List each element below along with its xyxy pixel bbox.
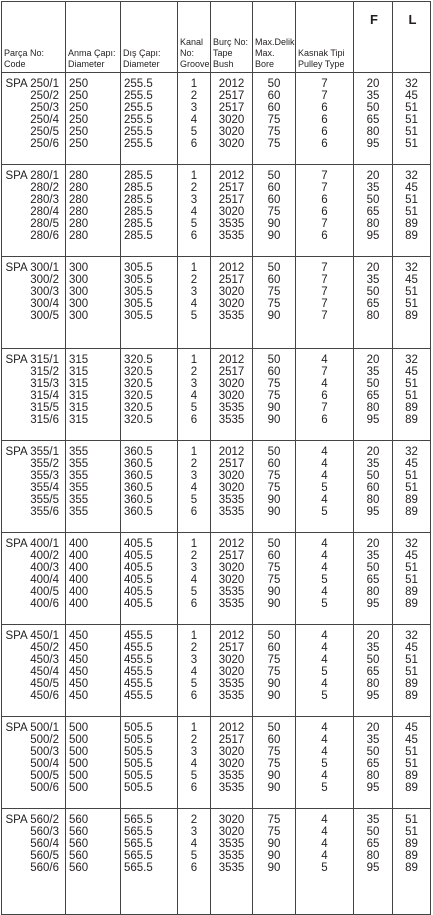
- bush-cell: 2012 2517 3020 3020 3535 3535: [211, 441, 253, 533]
- groove-cell: 1 2 3 4 5 6: [178, 165, 211, 257]
- diameter-cell: 450 450 450 450 450 450: [66, 625, 121, 717]
- table-row-group: [2, 441, 431, 533]
- f-cell: 20 35 50 65 80: [354, 257, 393, 349]
- pulley-type-cell: 4 7 4 6 7 6: [296, 349, 354, 441]
- l-cell: 32 45 51 51 89: [393, 257, 431, 349]
- bush-cell: 3020 3020 3535 3535 3535: [211, 809, 253, 915]
- l-cell: 32 45 51 51 51 51: [393, 73, 431, 165]
- groove-cell: 1 2 3 4 5 6: [178, 625, 211, 717]
- code-cell: SPA 400/1 400/2 400/3 400/4 400/5 400/6: [2, 533, 66, 625]
- bore-cell: 50 60 75 75 90 90: [253, 349, 296, 441]
- groove-cell: 1 2 3 4 5 6: [178, 73, 211, 165]
- outer-diameter-cell: 305.5 305.5 305.5 305.5 305.5: [121, 257, 178, 349]
- header-diameter: Anma Çapı: Diameter: [66, 2, 121, 73]
- l-cell: 32 45 51 51 89 89: [393, 349, 431, 441]
- groove-cell: 1 2 3 4 5: [178, 257, 211, 349]
- code-cell: SPA 250/1 250/2 250/3 250/4 250/5 250/6: [2, 73, 66, 165]
- header-f: F: [354, 2, 393, 73]
- l-cell: 32 45 51 51 89 89: [393, 533, 431, 625]
- bore-cell: 50 60 75 75 90: [253, 257, 296, 349]
- l-cell: 51 51 89 89 89: [393, 809, 431, 915]
- outer-diameter-cell: 405.5 405.5 405.5 405.5 405.5 405.5: [121, 533, 178, 625]
- outer-diameter-cell: 360.5 360.5 360.5 360.5 360.5 360.5: [121, 441, 178, 533]
- diameter-cell: 280 280 280 280 280 280: [66, 165, 121, 257]
- diameter-cell: 300 300 300 300 300: [66, 257, 121, 349]
- header-code: Parça No: Code: [2, 2, 66, 73]
- pulley-type-cell: 4 4 4 5 4 5: [296, 717, 354, 809]
- diameter-cell: 355 355 355 355 355 355: [66, 441, 121, 533]
- bush-cell: 2012 2517 3020 3020 3535 3535: [211, 349, 253, 441]
- f-cell: 35 50 65 80 95: [354, 809, 393, 915]
- pulley-type-cell: 4 4 4 4 5: [296, 809, 354, 915]
- pulley-type-cell: 7 7 6 6 6 6: [296, 73, 354, 165]
- header-bore: Max.Delik Max. Bore: [253, 2, 296, 73]
- bush-cell: 2012 2517 3020 3020 3535 3535: [211, 533, 253, 625]
- diameter-cell: 400 400 400 400 400 400: [66, 533, 121, 625]
- pulley-type-cell: 4 4 4 5 4 5: [296, 533, 354, 625]
- table-row-group: [2, 349, 431, 441]
- code-cell: SPA 500/1 500/2 500/3 500/4 500/5 500/6: [2, 717, 66, 809]
- f-cell: 20 35 50 60 80 95: [354, 441, 393, 533]
- table-row-group: [2, 165, 431, 257]
- f-cell: 20 35 50 65 80 95: [354, 533, 393, 625]
- f-cell: 20 35 50 65 80 95: [354, 165, 393, 257]
- groove-cell: 2 3 4 5 6: [178, 809, 211, 915]
- outer-diameter-cell: 320.5 320.5 320.5 320.5 320.5 320.5: [121, 349, 178, 441]
- diameter-cell: 560 560 560 560 560: [66, 809, 121, 915]
- groove-cell: 1 2 3 4 5 6: [178, 349, 211, 441]
- diameter-cell: 500 500 500 500 500 500: [66, 717, 121, 809]
- bush-cell: 2012 2517 2517 3020 3535 3535: [211, 165, 253, 257]
- table-row-group: [2, 533, 431, 625]
- table-row-group: [2, 625, 431, 717]
- pulley-type-cell: 4 4 4 5 4 5: [296, 625, 354, 717]
- table-row-group: [2, 257, 431, 349]
- diameter-cell: 315 315 315 315 315 315: [66, 349, 121, 441]
- table-row-group: [2, 717, 431, 809]
- f-cell: 20 35 50 65 80 95: [354, 349, 393, 441]
- pulley-type-cell: 4 4 4 5 4 5: [296, 441, 354, 533]
- outer-diameter-cell: 565.5 565.5 565.5 565.5 565.5: [121, 809, 178, 915]
- bore-cell: 75 75 90 90 90: [253, 809, 296, 915]
- code-cell: SPA 450/1 450/2 450/3 450/4 450/5 450/6: [2, 625, 66, 717]
- f-cell: 20 35 50 65 80 95: [354, 717, 393, 809]
- code-cell: SPA 300/1 300/2 300/3 300/4 300/5: [2, 257, 66, 349]
- code-cell: SPA 280/1 280/2 280/3 280/4 280/5 280/6: [2, 165, 66, 257]
- bore-cell: 50 60 75 75 90 90: [253, 625, 296, 717]
- pulley-type-cell: 7 7 6 6 7 6: [296, 165, 354, 257]
- header-row: [2, 2, 431, 73]
- bore-cell: 50 60 75 75 90 90: [253, 717, 296, 809]
- bush-cell: 2012 2517 3020 3020 3535: [211, 257, 253, 349]
- outer-diameter-cell: 505.5 505.5 505.5 505.5 505.5 505.5: [121, 717, 178, 809]
- code-cell: SPA 315/1 315/2 315/3 315/4 315/5 315/6: [2, 349, 66, 441]
- bore-cell: 50 60 60 75 75 75: [253, 73, 296, 165]
- bush-cell: 2012 2517 3020 3020 3535 3535: [211, 717, 253, 809]
- l-cell: 32 45 51 51 89 89: [393, 441, 431, 533]
- bore-cell: 50 60 60 75 90 90: [253, 165, 296, 257]
- header-bush: Burç No: Tape Bush: [211, 2, 253, 73]
- bush-cell: 2012 2517 2517 3020 3020 3020: [211, 73, 253, 165]
- header-outer-diameter: Dış Çapı: Diameter: [121, 2, 178, 73]
- pulley-spec-table: [1, 1, 431, 915]
- code-cell: SPA 560/2 560/3 560/4 560/5 560/6: [2, 809, 66, 915]
- f-cell: 20 35 50 65 80 95: [354, 73, 393, 165]
- groove-cell: 1 2 3 4 5 6: [178, 441, 211, 533]
- l-cell: 32 45 51 51 89 89: [393, 625, 431, 717]
- outer-diameter-cell: 285.5 285.5 285.5 285.5 285.5 285.5: [121, 165, 178, 257]
- header-pulley-type: Kasnak Tipi Pulley Type: [296, 2, 354, 73]
- code-cell: SPA 355/1 355/2 355/3 355/4 355/5 355/6: [2, 441, 66, 533]
- table-row-group: [2, 809, 431, 915]
- bore-cell: 50 60 75 75 90 90: [253, 533, 296, 625]
- l-cell: 45 45 51 51 89 89: [393, 717, 431, 809]
- f-cell: 20 35 50 65 80 95: [354, 625, 393, 717]
- groove-cell: 1 2 3 4 5 6: [178, 717, 211, 809]
- outer-diameter-cell: 455.5 455.5 455.5 455.5 455.5 455.5: [121, 625, 178, 717]
- table-row-group: [2, 73, 431, 165]
- outer-diameter-cell: 255.5 255.5 255.5 255.5 255.5 255.5: [121, 73, 178, 165]
- bore-cell: 50 60 75 75 90 90: [253, 441, 296, 533]
- bush-cell: 2012 2517 3020 3020 3535 3535: [211, 625, 253, 717]
- header-l: L: [393, 2, 431, 73]
- groove-cell: 1 2 3 4 5 6: [178, 533, 211, 625]
- pulley-type-cell: 7 7 7 7 7: [296, 257, 354, 349]
- header-groove: Kanal No: Groove: [178, 2, 211, 73]
- diameter-cell: 250 250 250 250 250 250: [66, 73, 121, 165]
- l-cell: 32 45 51 51 89 89: [393, 165, 431, 257]
